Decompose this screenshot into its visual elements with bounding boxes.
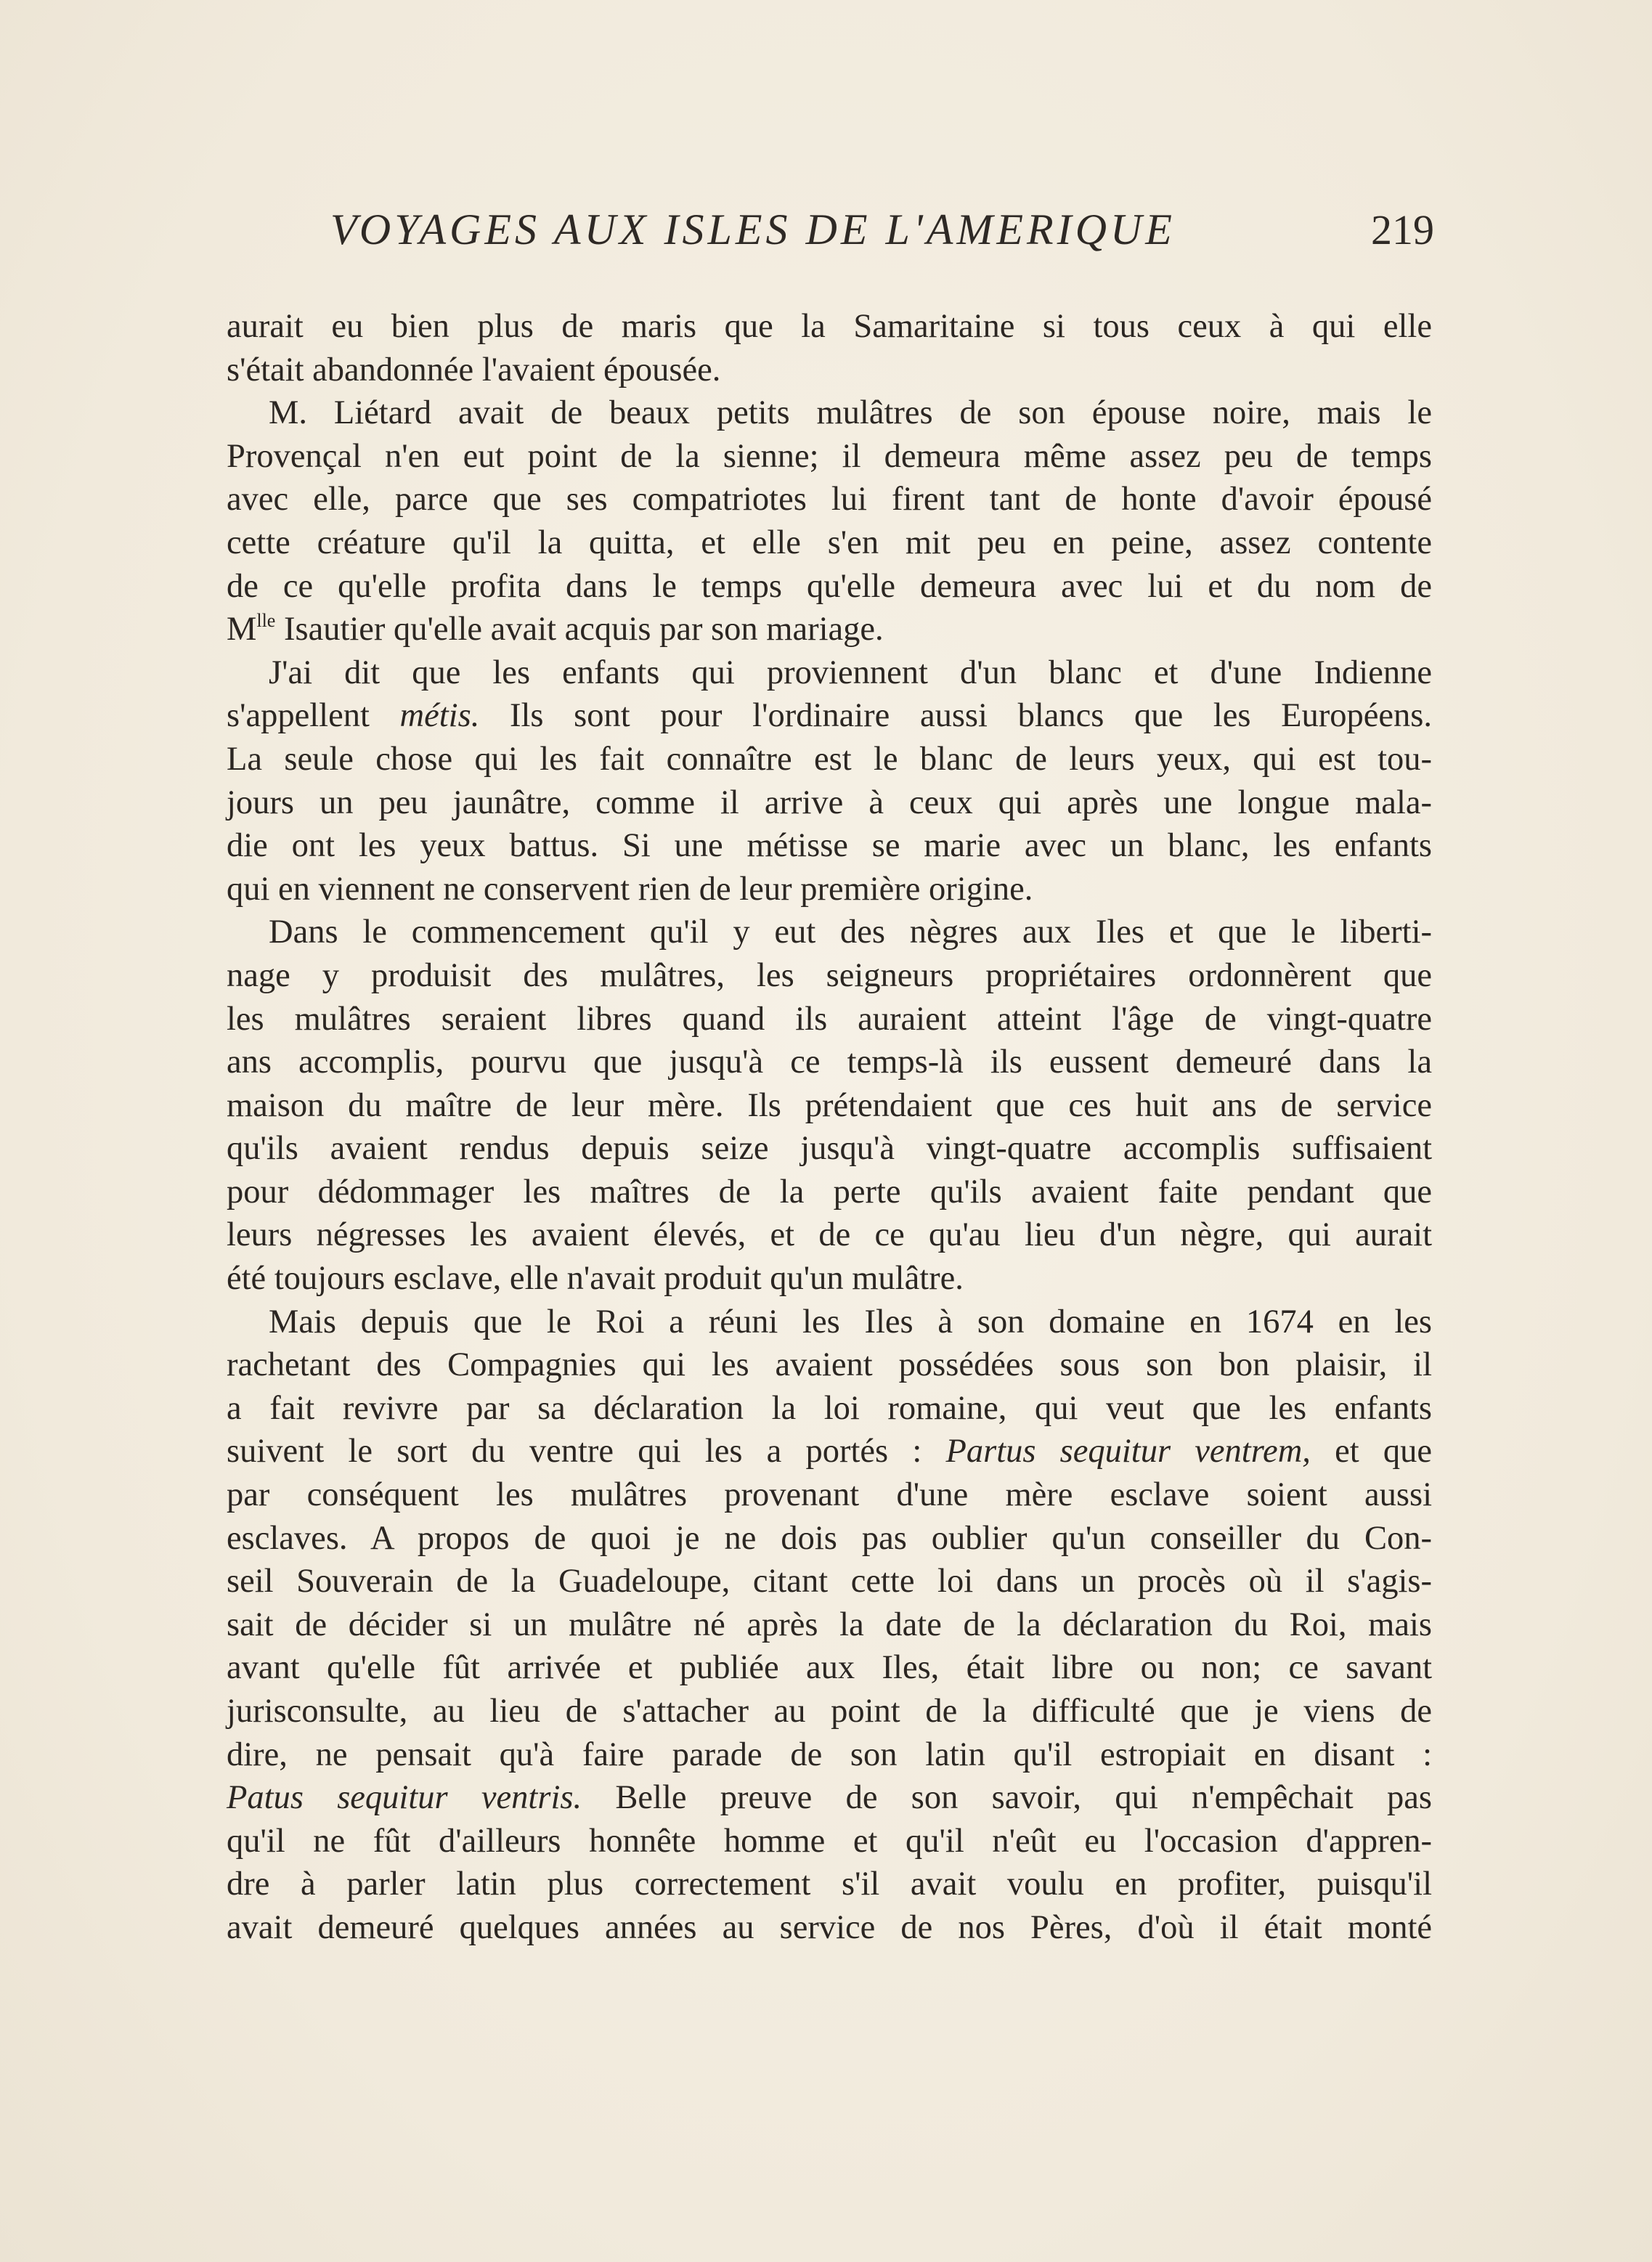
text-line: avait demeuré quelques années au service de nos Pères, d'où il était monté — [227, 1908, 1432, 1946]
text-line: par conséquent les mulâtres provenant d'une mère esclave soient aussi — [227, 1476, 1432, 1514]
text-line: seil Souverain de la Guadeloupe, citant cette loi dans un procès où il s'agis- — [227, 1563, 1432, 1600]
text-line: cette créature qu'il la quitta, et elle s'en mit peu en peine, assez contente — [227, 524, 1432, 561]
text-line: M. Liétard avait de beaux petits mulâtres de son épouse noire, mais le — [269, 394, 1432, 432]
text-line: aurait eu bien plus de maris que la Samaritaine si tous ceux à qui elle — [227, 308, 1432, 345]
text-line: sait de décider si un mulâtre né après la date de la déclaration du Roi, mais — [227, 1606, 1432, 1643]
text-segment: suivent le sort du ventre qui les a portés : — [227, 1433, 946, 1470]
text-line: maison du maître de leur mère. Ils prétendaient que ces huit ans de service — [227, 1086, 1432, 1124]
text-line: La seule chose qui les fait connaître est le blanc de leurs yeux, qui est tou- — [227, 740, 1432, 778]
text-line: Dans le commencement qu'il y eut des nègres aux Iles et que le liberti- — [269, 914, 1432, 951]
text-line: qu'ils avaient rendus depuis seize jusqu'à vingt-quatre accomplis suffisaient — [227, 1130, 1432, 1168]
text-line — [227, 1776, 1432, 1820]
text-line: dre à parler latin plus correctement s'il avait voulu en profiter, puisqu'il — [227, 1866, 1432, 1903]
text-line: avant qu'elle fût arrivée et publiée aux Iles, était libre ou non; ce savant — [227, 1649, 1432, 1687]
abbrev-superscript: lle — [256, 610, 276, 632]
latin-quote: Partus sequitur ventrem, — [945, 1433, 1311, 1470]
text-line: esclaves. A propos de quoi je ne dois pas oublier qu'un conseiller du Con- — [227, 1519, 1432, 1557]
text-line: pour dédommager les maîtres de la perte qu'ils avaient faite pendant que — [227, 1173, 1432, 1211]
text-line: a fait revivre par sa déclaration la loi romaine, qui veut que les enfants — [227, 1389, 1432, 1427]
text-line: jurisconsulte, au lieu de s'attacher au point de la difficulté que je viens de — [227, 1693, 1432, 1730]
running-title: VOYAGES AUX ISLES DE L'AMERIQUE — [330, 206, 1176, 253]
text-line: les mulâtres seraient libres quand ils auraient atteint l'âge de vingt-quatre — [227, 1000, 1432, 1038]
text-line — [227, 694, 1432, 738]
text-segment: Ils sont pour l'ordinaire aussi blancs que les Européens. — [479, 697, 1432, 735]
text-line: ans accomplis, pourvu que jusqu'à ce temps-là ils eussent demeuré dans la — [227, 1043, 1432, 1081]
text-segment: Isautier qu'elle avait acquis par son mariage. — [275, 611, 884, 648]
text-line: jours un peu jaunâtre, comme il arrive à ceux qui après une longue mala- — [227, 784, 1432, 821]
text-line: s'était abandonnée l'avaient épousée. — [227, 351, 721, 388]
text-line: nage y produisit des mulâtres, les seigneurs propriétaires ordonnèrent que — [227, 956, 1432, 994]
text-line: Provençal n'en eut point de la sienne; il demeura même assez peu de temps — [227, 437, 1432, 475]
latin-quote: Patus sequitur ventris. — [227, 1779, 582, 1817]
page-number: 219 — [1371, 206, 1434, 253]
text-line: qui en viennent ne conservent rien de leur première origine. — [227, 870, 1033, 908]
abbrev-m: M — [227, 611, 257, 648]
text-segment: Belle preuve de son savoir, qui n'empêchait pas — [582, 1779, 1432, 1817]
text-line: die ont les yeux battus. Si une métisse se marie avec un blanc, les enfants — [227, 827, 1432, 865]
text-line: leurs négresses les avaient élevés, et de ce qu'au lieu d'un nègre, qui aurait — [227, 1216, 1432, 1254]
text-line: qu'il ne fût d'ailleurs honnête homme et qu'il n'eût eu l'occasion d'appren- — [227, 1822, 1432, 1860]
body-text — [227, 305, 1432, 1950]
text-line: J'ai dit que les enfants qui proviennent d'un blanc et d'une Indienne — [269, 654, 1432, 691]
text-line: été toujours esclave, elle n'avait produit qu'un mulâtre. — [227, 1260, 964, 1298]
text-line — [227, 608, 1432, 651]
text-segment: et que — [1310, 1433, 1432, 1470]
text-segment: s'appellent — [227, 697, 400, 735]
text-line: avec elle, parce que ses compatriotes lui firent tant de honte d'avoir épousé — [227, 481, 1432, 518]
text-line: dire, ne pensait qu'à faire parade de son latin qu'il estropiait en disant : — [227, 1736, 1432, 1773]
text-line — [227, 1430, 1432, 1473]
italic-term: métis. — [399, 697, 480, 735]
text-line: de ce qu'elle profita dans le temps qu'elle demeura avec lui et du nom de — [227, 567, 1432, 605]
text-line: Mais depuis que le Roi a réuni les Iles à son domaine en 1674 en les — [269, 1303, 1432, 1340]
page-header — [330, 205, 1434, 263]
text-line: rachetant des Compagnies qui les avaient possédées sous son bon plaisir, il — [227, 1346, 1432, 1384]
